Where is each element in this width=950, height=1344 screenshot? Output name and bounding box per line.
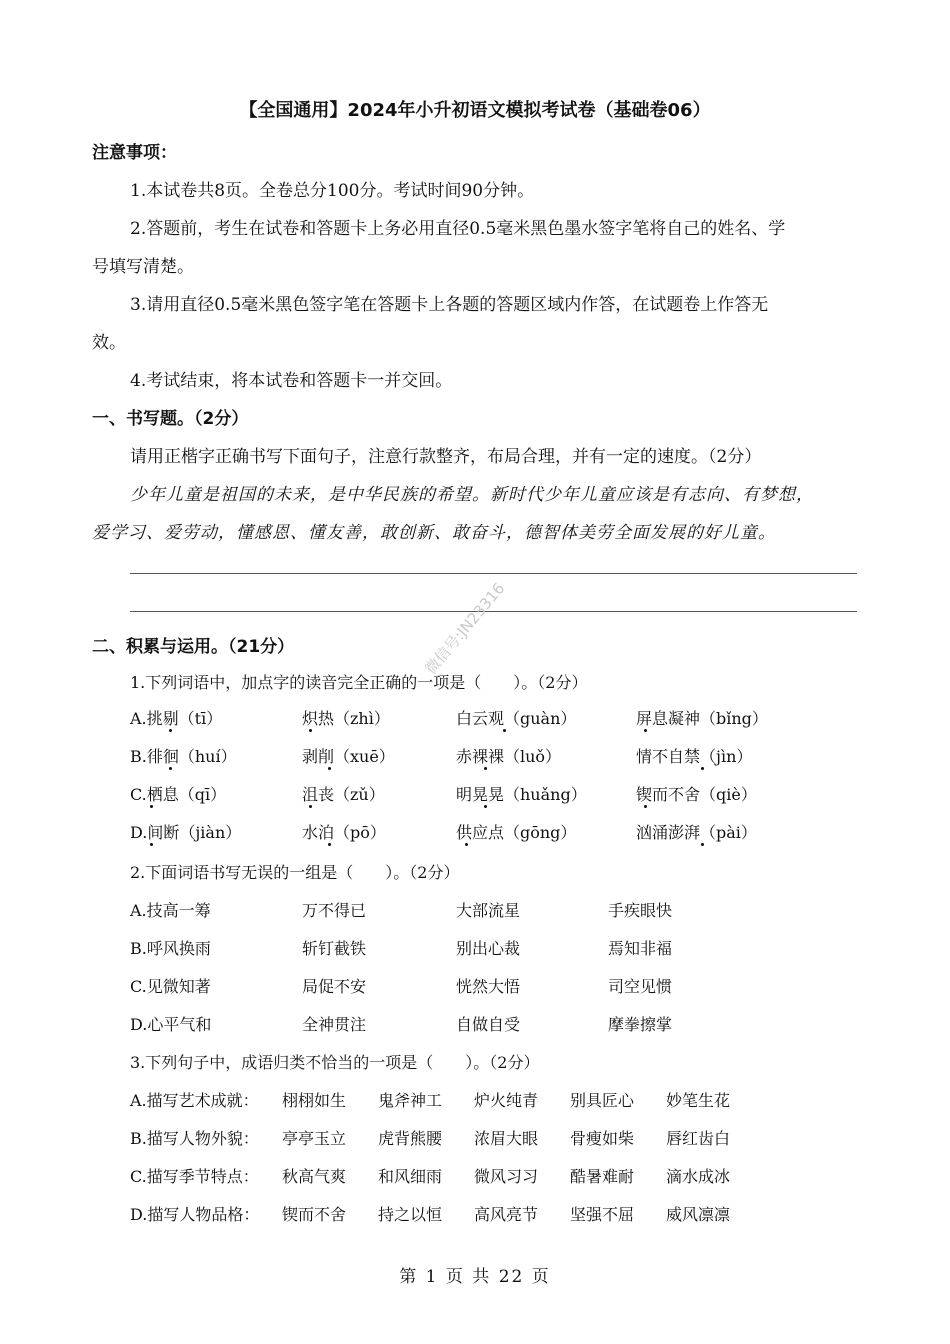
q2-b-2: 斩钉截铁: [302, 939, 367, 958]
q3-b-2: 虎背熊腰: [378, 1129, 443, 1148]
emphasis-dot: [309, 729, 312, 732]
emphasis-dot: [701, 767, 704, 770]
q1-a-1: A.挑剔（tī）: [130, 709, 223, 728]
emphasis-dot: [169, 729, 172, 732]
q2-a-2: 万不得已: [302, 901, 367, 920]
q2-c-2: 局促不安: [302, 977, 367, 996]
q1-c-2: 沮丧（zǔ）: [302, 785, 385, 804]
q1-c-1: C.栖息（qī）: [130, 785, 227, 804]
q2-c-3: 恍然大悟: [456, 977, 521, 996]
q3-c-3: 微风习习: [474, 1167, 539, 1186]
emphasis-dot: [644, 729, 647, 732]
notice-heading: 注意事项：: [92, 143, 177, 163]
q1-a-4: 屏息凝神（bǐng）: [636, 709, 768, 728]
q2-stem: 2.下面词语书写无误的一组是（ ）。（2分）: [130, 863, 460, 882]
emphasis-dot: [503, 729, 506, 732]
page-footer: 第 1 页 共 22 页: [399, 1267, 551, 1287]
emphasis-dot: [644, 805, 647, 808]
q3-a-category: A.描写艺术成就：: [130, 1091, 259, 1110]
q3-d-category: D.描写人物品格：: [130, 1205, 260, 1224]
notice-item-3: 3.请用直径0.5毫米黑色签字笔在答题卡上各题的答题区域内作答，在试题卷上作答无: [130, 295, 769, 315]
q3-a-4: 别具匠心: [570, 1091, 635, 1110]
q3-d-1: 锲而不舍: [282, 1205, 347, 1224]
q3-c-2: 和风细雨: [378, 1167, 443, 1186]
q3-c-category: C.描写季节特点：: [130, 1167, 259, 1186]
q1-b-4: 情不自禁（jìn）: [636, 747, 753, 766]
q2-b-1: B.呼风换雨: [130, 939, 211, 958]
q1-d-3: 供应点（gōng）: [456, 823, 577, 842]
q1-d-1: D.间断（jiàn）: [130, 823, 242, 842]
q1-a-2: 炽热（zhì）: [302, 709, 390, 728]
emphasis-dot: [150, 843, 153, 846]
notice-item-2: 2.答题前，考生在试卷和答题卡上务必用直径0.5毫米黑色墨水签字笔将自己的姓名、学: [130, 219, 786, 239]
q3-b-5: 唇红齿白: [666, 1129, 731, 1148]
q2-d-4: 摩拳擦掌: [608, 1015, 673, 1034]
q1-b-3: 赤裸裸（luǒ）: [456, 747, 562, 766]
q3-b-3: 浓眉大眼: [474, 1129, 539, 1148]
notice-item-3-cont: 效。: [92, 333, 126, 353]
page-title: 【全国通用】2024年小升初语文模拟考试卷（基础卷06）: [239, 100, 711, 121]
q2-c-4: 司空见惯: [608, 977, 673, 996]
emphasis-dot: [169, 767, 172, 770]
q3-b-category: B.描写人物外貌：: [130, 1129, 259, 1148]
writing-line-2[interactable]: [130, 611, 857, 612]
q2-b-3: 别出心裁: [456, 939, 521, 958]
q3-a-1: 栩栩如生: [282, 1091, 347, 1110]
q3-a-5: 妙笔生花: [666, 1091, 731, 1110]
emphasis-dot: [701, 843, 704, 846]
section1-text-line2: 爱学习、爱劳动，懂感恩、懂友善，敢创新、敢奋斗，德智体美劳全面发展的好儿童。: [92, 523, 776, 543]
notice-item-2-cont: 号填写清楚。: [92, 257, 194, 277]
q3-stem: 3.下列句子中，成语归类不恰当的一项是（ ）。（2分）: [130, 1053, 540, 1072]
q1-d-2: 水泊（pō）: [302, 823, 386, 842]
q3-b-4: 骨瘦如柴: [570, 1129, 635, 1148]
q3-a-2: 鬼斧神工: [378, 1091, 443, 1110]
q3-a-3: 炉火纯青: [474, 1091, 539, 1110]
section2-heading: 二、积累与运用。（21分）: [92, 637, 295, 657]
emphasis-dot: [309, 805, 312, 808]
q3-d-2: 持之以恒: [378, 1205, 443, 1224]
section1-heading: 一、书写题。（2分）: [92, 409, 249, 429]
q2-d-3: 自做自受: [456, 1015, 521, 1034]
section1-instruction: 请用正楷字正确书写下面句子，注意行款整齐，布局合理，并有一定的速度。（2分）: [130, 447, 762, 467]
q1-a-3: 白云观（guàn）: [456, 709, 577, 728]
emphasis-dot: [465, 843, 468, 846]
q2-b-4: 焉知非福: [608, 939, 673, 958]
q3-c-1: 秋高气爽: [282, 1167, 347, 1186]
notice-item-4: 4.考试结束，将本试卷和答题卡一并交回。: [130, 371, 453, 391]
watermark: 微信号:JN23316: [421, 579, 509, 678]
q1-stem: 1.下列词语中，加点字的读音完全正确的一项是（ ）。（2分）: [130, 673, 588, 692]
q2-a-1: A.技高一筹: [130, 901, 211, 920]
q1-d-4: 汹涌澎湃（pài）: [636, 823, 757, 842]
q1-c-3: 明晃晃（huǎng）: [456, 785, 587, 804]
q2-a-3: 大部流星: [456, 901, 521, 920]
q2-a-4: 手疾眼快: [608, 901, 673, 920]
section1-text-line1: 少年儿童是祖国的未来，是中华民族的希望。新时代少年儿童应该是有志向、有梦想，: [130, 485, 814, 505]
q3-b-1: 亭亭玉立: [282, 1129, 347, 1148]
q2-c-1: C.见微知著: [130, 977, 211, 996]
emphasis-dot: [150, 805, 153, 808]
writing-line-1[interactable]: [130, 573, 857, 574]
emphasis-dot: [328, 843, 331, 846]
q1-b-1: B.徘徊（huí）: [130, 747, 237, 766]
q2-d-1: D.心平气和: [130, 1015, 212, 1034]
emphasis-dot: [484, 767, 487, 770]
q1-b-2: 剥削（xuē）: [302, 747, 395, 766]
q3-d-4: 坚强不屈: [570, 1205, 635, 1224]
q1-c-4: 锲而不舍（qiè）: [636, 785, 757, 804]
emphasis-dot: [484, 805, 487, 808]
notice-item-1: 1.本试卷共8页。全卷总分100分。考试时间90分钟。: [130, 181, 535, 201]
q3-d-3: 高风亮节: [474, 1205, 539, 1224]
emphasis-dot: [328, 767, 331, 770]
q3-c-5: 滴水成冰: [666, 1167, 731, 1186]
q3-d-5: 威风凛凛: [666, 1205, 731, 1224]
q3-c-4: 酷暑难耐: [570, 1167, 635, 1186]
q2-d-2: 全神贯注: [302, 1015, 367, 1034]
